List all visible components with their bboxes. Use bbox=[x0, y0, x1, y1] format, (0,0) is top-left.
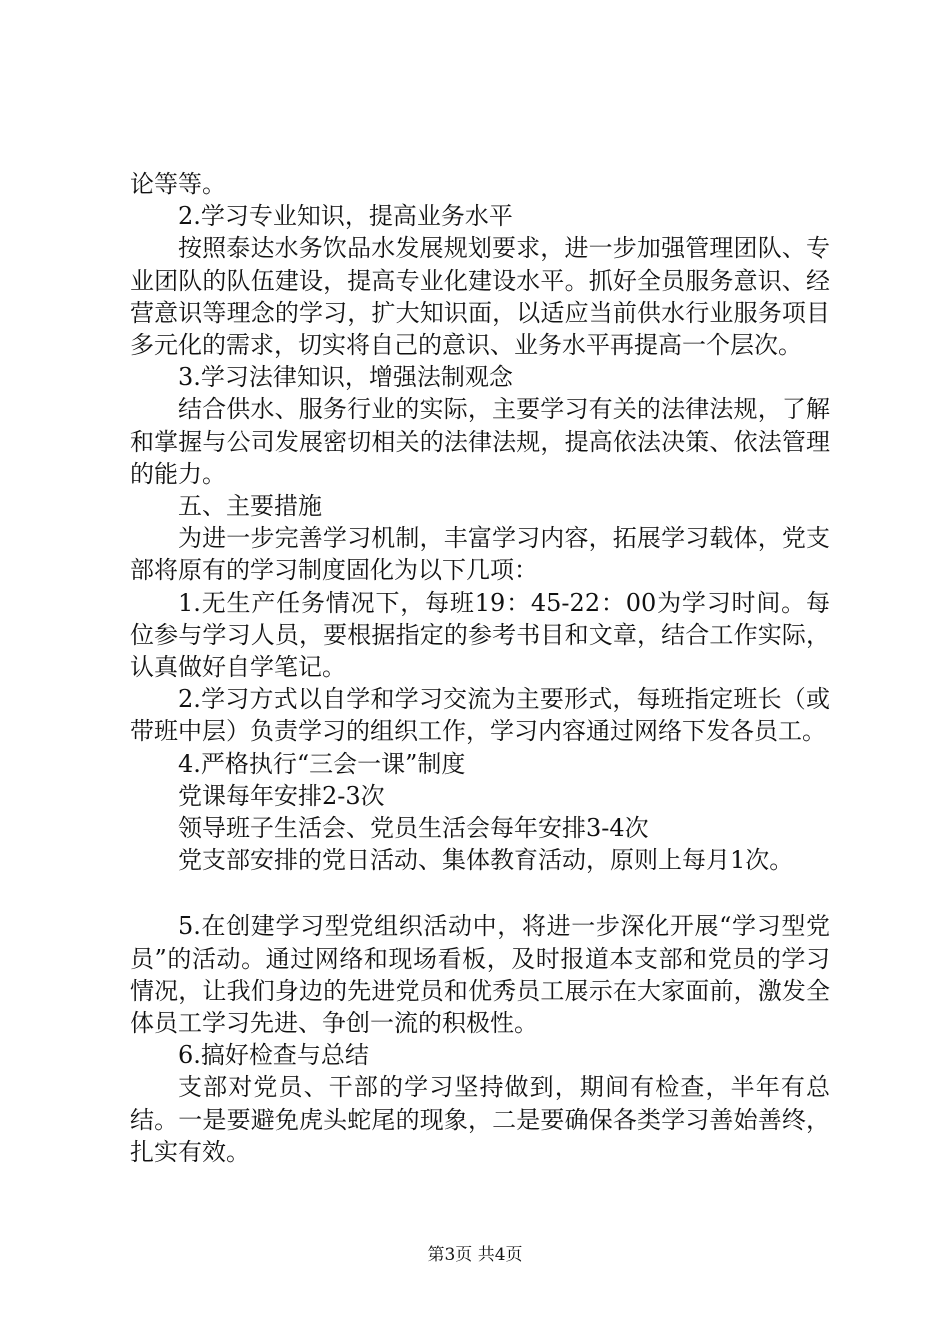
paragraph-party-day: 党支部安排的党日活动、集体教育活动，原则上每月1次。 bbox=[178, 846, 794, 875]
blank-line bbox=[130, 876, 830, 910]
paragraph-continuation: 论等等。 bbox=[130, 170, 226, 198]
paragraph-measure-6: 支部对党员、干部的学习坚持做到，期间有检查，半年有总结。一是要避免虎头蛇尾的现象，二是要确保各类学习善始善终，扎实有效。 bbox=[130, 1073, 830, 1166]
paragraph-life-meeting: 领导班子生活会、党员生活会每年安排3-4次 bbox=[178, 814, 649, 843]
paragraph-measure-1: 1.无生产任务情况下，每班19：45-22：00为学习时间。每位参与学习人员，要根据指定的参考书目和文章，结合工作实际，认真做好自学笔记。 bbox=[130, 588, 830, 682]
document-body bbox=[130, 168, 830, 1168]
heading-study-legal-knowledge: 3.学习法律知识，增强法制观念 bbox=[178, 363, 513, 392]
paragraph-professional-knowledge: 按照泰达水务饮品水发展规划要求，进一步加强管理团队、专业团队的队伍建设，提高专业化建设水平。抓好全员服务意识、经营意识等理念的学习，扩大知识面，以适应当前供水行业服务项目多元化的需求，切实将自己的意识、业务水平再提高一个层次。 bbox=[130, 234, 830, 360]
paragraph-legal-knowledge: 结合供水、服务行业的实际，主要学习有关的法律法规，了解和掌握与公司发展密切相关的法律法规，提高依法决策、依法管理的能力。 bbox=[130, 395, 830, 488]
page-number-footer: 第3页 共4页 bbox=[427, 1245, 523, 1265]
heading-main-measures: 五、主要措施 bbox=[178, 492, 322, 521]
heading-measure-4: 4.严格执行“三会一课”制度 bbox=[178, 749, 466, 778]
paragraph-measure-5: 5.在创建学习型党组织活动中，将进一步深化开展“学习型党员”的活动。通过网络和现场看板，及时报道本支部和党员的学习情况，让我们身边的先进党员和优秀员工展示在大家面前，激发全体员工学习先进、争创一流的积极性。 bbox=[130, 912, 830, 1038]
paragraph-measures-intro: 为进一步完善学习机制，丰富学习内容，拓展学习载体，党支部将原有的学习制度固化为以下几项： bbox=[130, 524, 830, 585]
paragraph-measure-2: 2.学习方式以自学和学习交流为主要形式，每班指定班长（或带班中层）负责学习的组织工作，学习内容通过网络下发各员工。 bbox=[130, 685, 830, 746]
heading-study-professional-knowledge: 2.学习专业知识，提高业务水平 bbox=[178, 202, 513, 231]
heading-measure-6: 6.搞好检查与总结 bbox=[178, 1041, 369, 1070]
paragraph-party-lesson: 党课每年安排2-3次 bbox=[178, 781, 385, 810]
